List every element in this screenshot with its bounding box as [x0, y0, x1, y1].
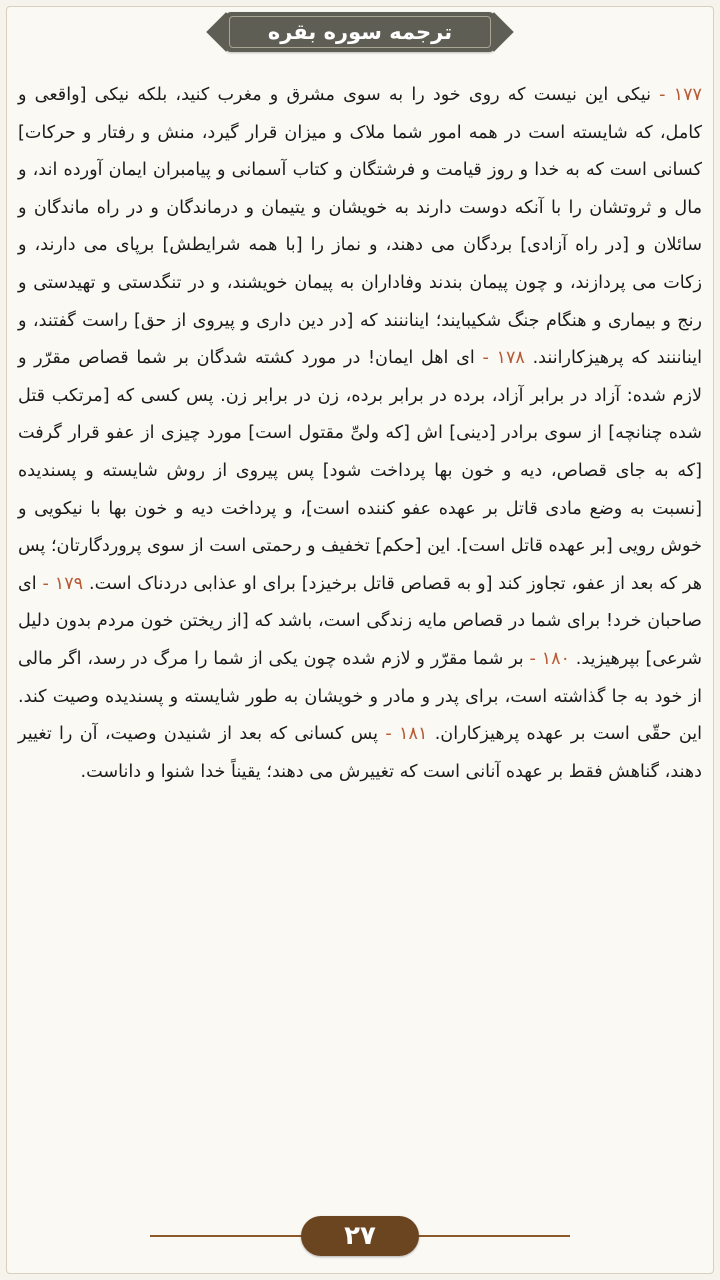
footer-rule-left — [150, 1235, 312, 1237]
page-title: ترجمه سوره بقره — [267, 20, 453, 44]
verse-text: بر شما مقرّر و لازم شده چون یکی از شما را مرگ در رسد، اگر مالی از خود به جا گذاشته است، برای پدر و مادر و خویشان به طور شایسته و پسندیده وصیت کند. این حقّی است بر عهده پرهیزکاران. — [18, 648, 702, 745]
footer-rule-right — [408, 1235, 570, 1237]
verse-number: ۱۸۱ - — [385, 724, 428, 745]
verse-text: نیکی این نیست که روی خود را به سوی مشرق و مغرب کنید، بلکه نیکی [واقعی و کامل، که شایسته است در همه امور شما ملاک و میزان قرار گیرد، منش و رفتار و حرکات] کسانی است که به خدا و روز قیامت و فرشتگان و کتاب آسمانی و پیامبران ایمان آورده اند، و مال و ثروتشان را با آنکه دوست دارند به خویشان و یتیمان و درماندگان و در راه ماندگان و سائلان و [در راه آزادی] بردگان می دهند، و نماز را [با همه شرایطش] برپای می دارند، و زکات می پردازند، و چون پیمان بندند وفاداران به پیمان خویشند، و در تنگدستی و تهیدستی و رنج و بیماری و هنگام جنگ شکیبایند؛ ایناننند که [در دین داری و پیروی از حق] راست گفتند، و ایناننند که پرهیزکارانند. — [18, 85, 703, 369]
verse-number: ۱۸۰ - — [529, 648, 570, 669]
header-banner — [225, 12, 495, 52]
page-footer — [0, 1214, 720, 1258]
translation-text — [18, 77, 702, 791]
verse-number: ۱۷۹ - — [42, 573, 84, 594]
verse-number: ۱۷۸ - — [482, 348, 525, 369]
verse-text: ای اهل ایمان! در مورد کشته شدگان بر شما قصاص مقرّر و لازم شده: آزاد در برابر آزاد، برده در برابر برده، زن در برابر زن. پس کسی که [مرتکب قتل شده چنانچه] از سوی برادر [دینی] اش [که ولیِّ مقتول است] مورد چیزی از عفو قرار گرفت [که به جای قصاص، دیه و خون بها پرداخت شود] پس پیروی از روش شایسته و پسندیده [نسبت به وضع مادی قاتل بر عهده عفو کننده است]، و پرداخت دیه و خون بها با نیکویی و خوش رویی [بر عهده قاتل است]. این [حکم] تخفیف و رحمتی است از سوی پروردگارتان؛ پس هر که بعد از عفو، تجاوز کند [و به قصاص قاتل برخیزد] برای او عذابی دردناک است. — [18, 348, 702, 594]
page-number-badge: ۲۷ — [301, 1216, 419, 1256]
verse-number: ۱۷۷ - — [659, 85, 702, 105]
verse-text: ای صاحبان خرد! برای شما در قصاص مایه زندگی است، باشد که [از ریختن خون مردم بدون دلیل شرعی] بپرهیزید. — [18, 573, 702, 669]
verse-text: پس کسانی که بعد از شنیدن وصیت، آن را تغییر دهند، گناهش فقط بر عهده آنانی است که تغییرش می دهند؛ یقیناً خدا شنوا و داناست. — [18, 724, 702, 782]
header — [0, 12, 720, 54]
